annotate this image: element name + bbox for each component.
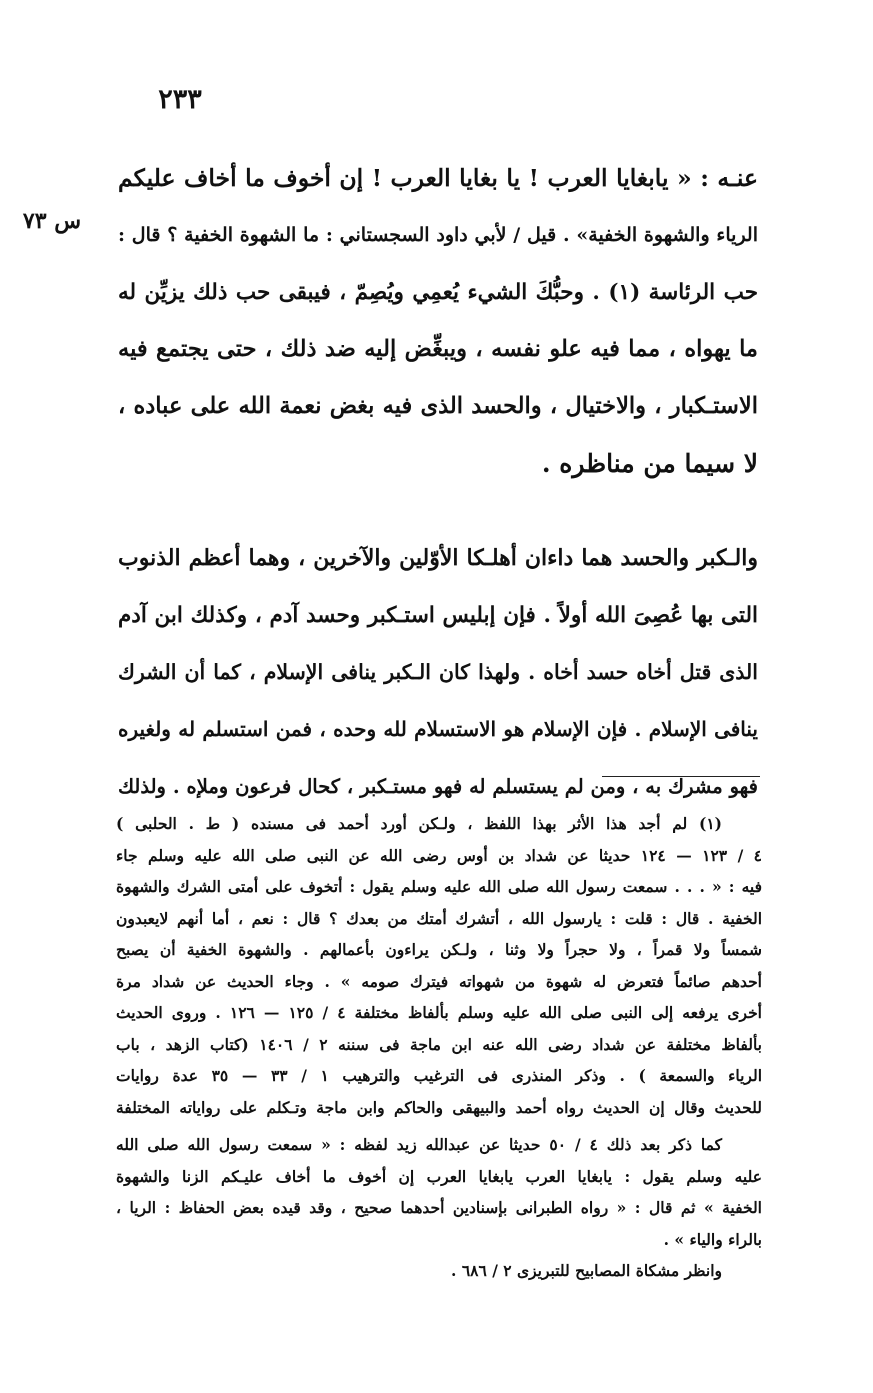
footnote-line: أخرى يرفعه إلى النبى صلى الله عليه وسلم بألفاظ مختلفة ٤ / ١٢٥ — ١٢٦ . وروى الحديث	[116, 1003, 762, 1022]
footnote-line: الخفية . قال : قلت : يارسول الله ، أتشرك أمتك من بعدك ؟ قال : نعم ، أما أنهم لايعبدون	[116, 908, 762, 928]
footnotes	[116, 808, 762, 1287]
footnote-line: عليه وسلم يقول : يابغايا العرب يابغايا العرب إن أخوف ما أخاف عليـكم الزنا والشهوة	[116, 1166, 762, 1186]
footnote-line: بألفاظ مختلفة عن شداد رضى الله عنه ابن ماجة فى سننه ٢ / ١٤٠٦ (كتاب الزهد ، باب	[116, 1034, 762, 1054]
text-line: الرياء والشهوة الخفية» . قيل / لأبي داود السجستاني : ما الشهوة الخفية ؟ قال :	[118, 224, 758, 246]
footnote-line: (١) لم أجد هذا الأثر بهذا اللفظ ، ولـكن أورد أحمد فى مسنده ( ط . الحلبى )	[116, 814, 722, 833]
footnote-line: شمساً ولا قمراً ، ولا حجراً ولا وثنا ، ولـكن يراءون بأعمالهم . والشهوة الخفية أن يصبح	[116, 940, 762, 959]
text-line: حب الرئاسة (١) . وحبُّكَ الشيء يُعمِي ويُصِمّ ، فيبقى حب ذلك يزيِّن له	[118, 280, 758, 305]
footnote-line: كما ذكر بعد ذلك ٤ / ٥٠ حديثا عن عبدالله زيد لفظه : « سمعت رسول الله صلى الله	[116, 1135, 722, 1154]
footnote-line: أحدهم صائماً فتعرض له شهوة من شهواته فيترك صومه » . وجاء الحديث عن شداد مرة	[116, 971, 762, 991]
footnote-line: بالراء والياء » .	[663, 1229, 762, 1249]
footnote-line: للحديث وقال إن الحديث رواه أحمد والبيهقى والحاكم وابن ماجة وتـكلم على رواياته المختلفة	[116, 1097, 762, 1117]
footnote-line: فيه : « . . . سمعت رسول الله صلى الله عليه وسلم يقول : أتخوف على أمتى الشرك والشهوة	[116, 877, 762, 896]
footnote-line: الخفية » ثم قال : « رواه الطبرانى بإسنادين أحدهما صحيح ، وقد قيده بعض الحفاظ : الريا ،	[116, 1198, 762, 1217]
text-line: الذى قتل أخاه حسد أخاه . ولهذا كان الـكبر ينافى الإسلام ، كما أن الشرك	[118, 660, 758, 684]
footnote-line: الرياء والسمعة ) . وذكر المنذرى فى الترغيب والترهيب ١ / ٣٣ — ٣٥ عدة روايات	[116, 1066, 762, 1085]
text-line: ما يهواه ، مما فيه علو نفسه ، ويبغِّض إليه ضد ذلك ، حتى يجتمع فيه	[118, 336, 758, 362]
text-line: والـكبر والحسد هما داءان أهلـكا الأوّلين والآخرين ، وهما أعظم الذنوب	[118, 545, 758, 571]
text-line: فهو مشرك به ، ومن لم يستسلم له فهو مستـكبر ، كحال فرعون وملإه . ولذلك	[118, 775, 758, 798]
margin-reference: س ٧٣	[22, 208, 82, 234]
text-line: عنـه : « يابغايا العرب ! يا بغايا العرب ! إن أخوف ما أخاف عليكم	[118, 164, 758, 192]
text-line: التى بها عُصِىَ الله أولاً . فإن إبليس استـكبر وحسد آدم ، وكذلك ابن آدم	[118, 603, 758, 628]
main-text	[118, 150, 758, 815]
footnote-line: وانظر مشكاة المصابيح للتبريزى ٢ / ٦٨٦ .	[451, 1261, 722, 1280]
text-line: الاستـكبار ، والاختيال ، والحسد الذى فيه بغض نعمة الله على عباده ،	[118, 393, 758, 419]
text-line: لا سيما من مناظره .	[541, 449, 758, 478]
text-line: ينافى الإسلام . فإن الإسلام هو الاستسلام لله وحده ، فمن استسلم له ولغيره	[118, 717, 758, 741]
footnote-divider	[602, 776, 760, 777]
page-number: ٢٣٣	[158, 84, 202, 115]
footnote-line: ٤ / ١٢٣ — ١٢٤ حديثا عن شداد بن أوس رضى الله عن النبى صلى الله عليه وسلم جاء	[116, 845, 762, 865]
